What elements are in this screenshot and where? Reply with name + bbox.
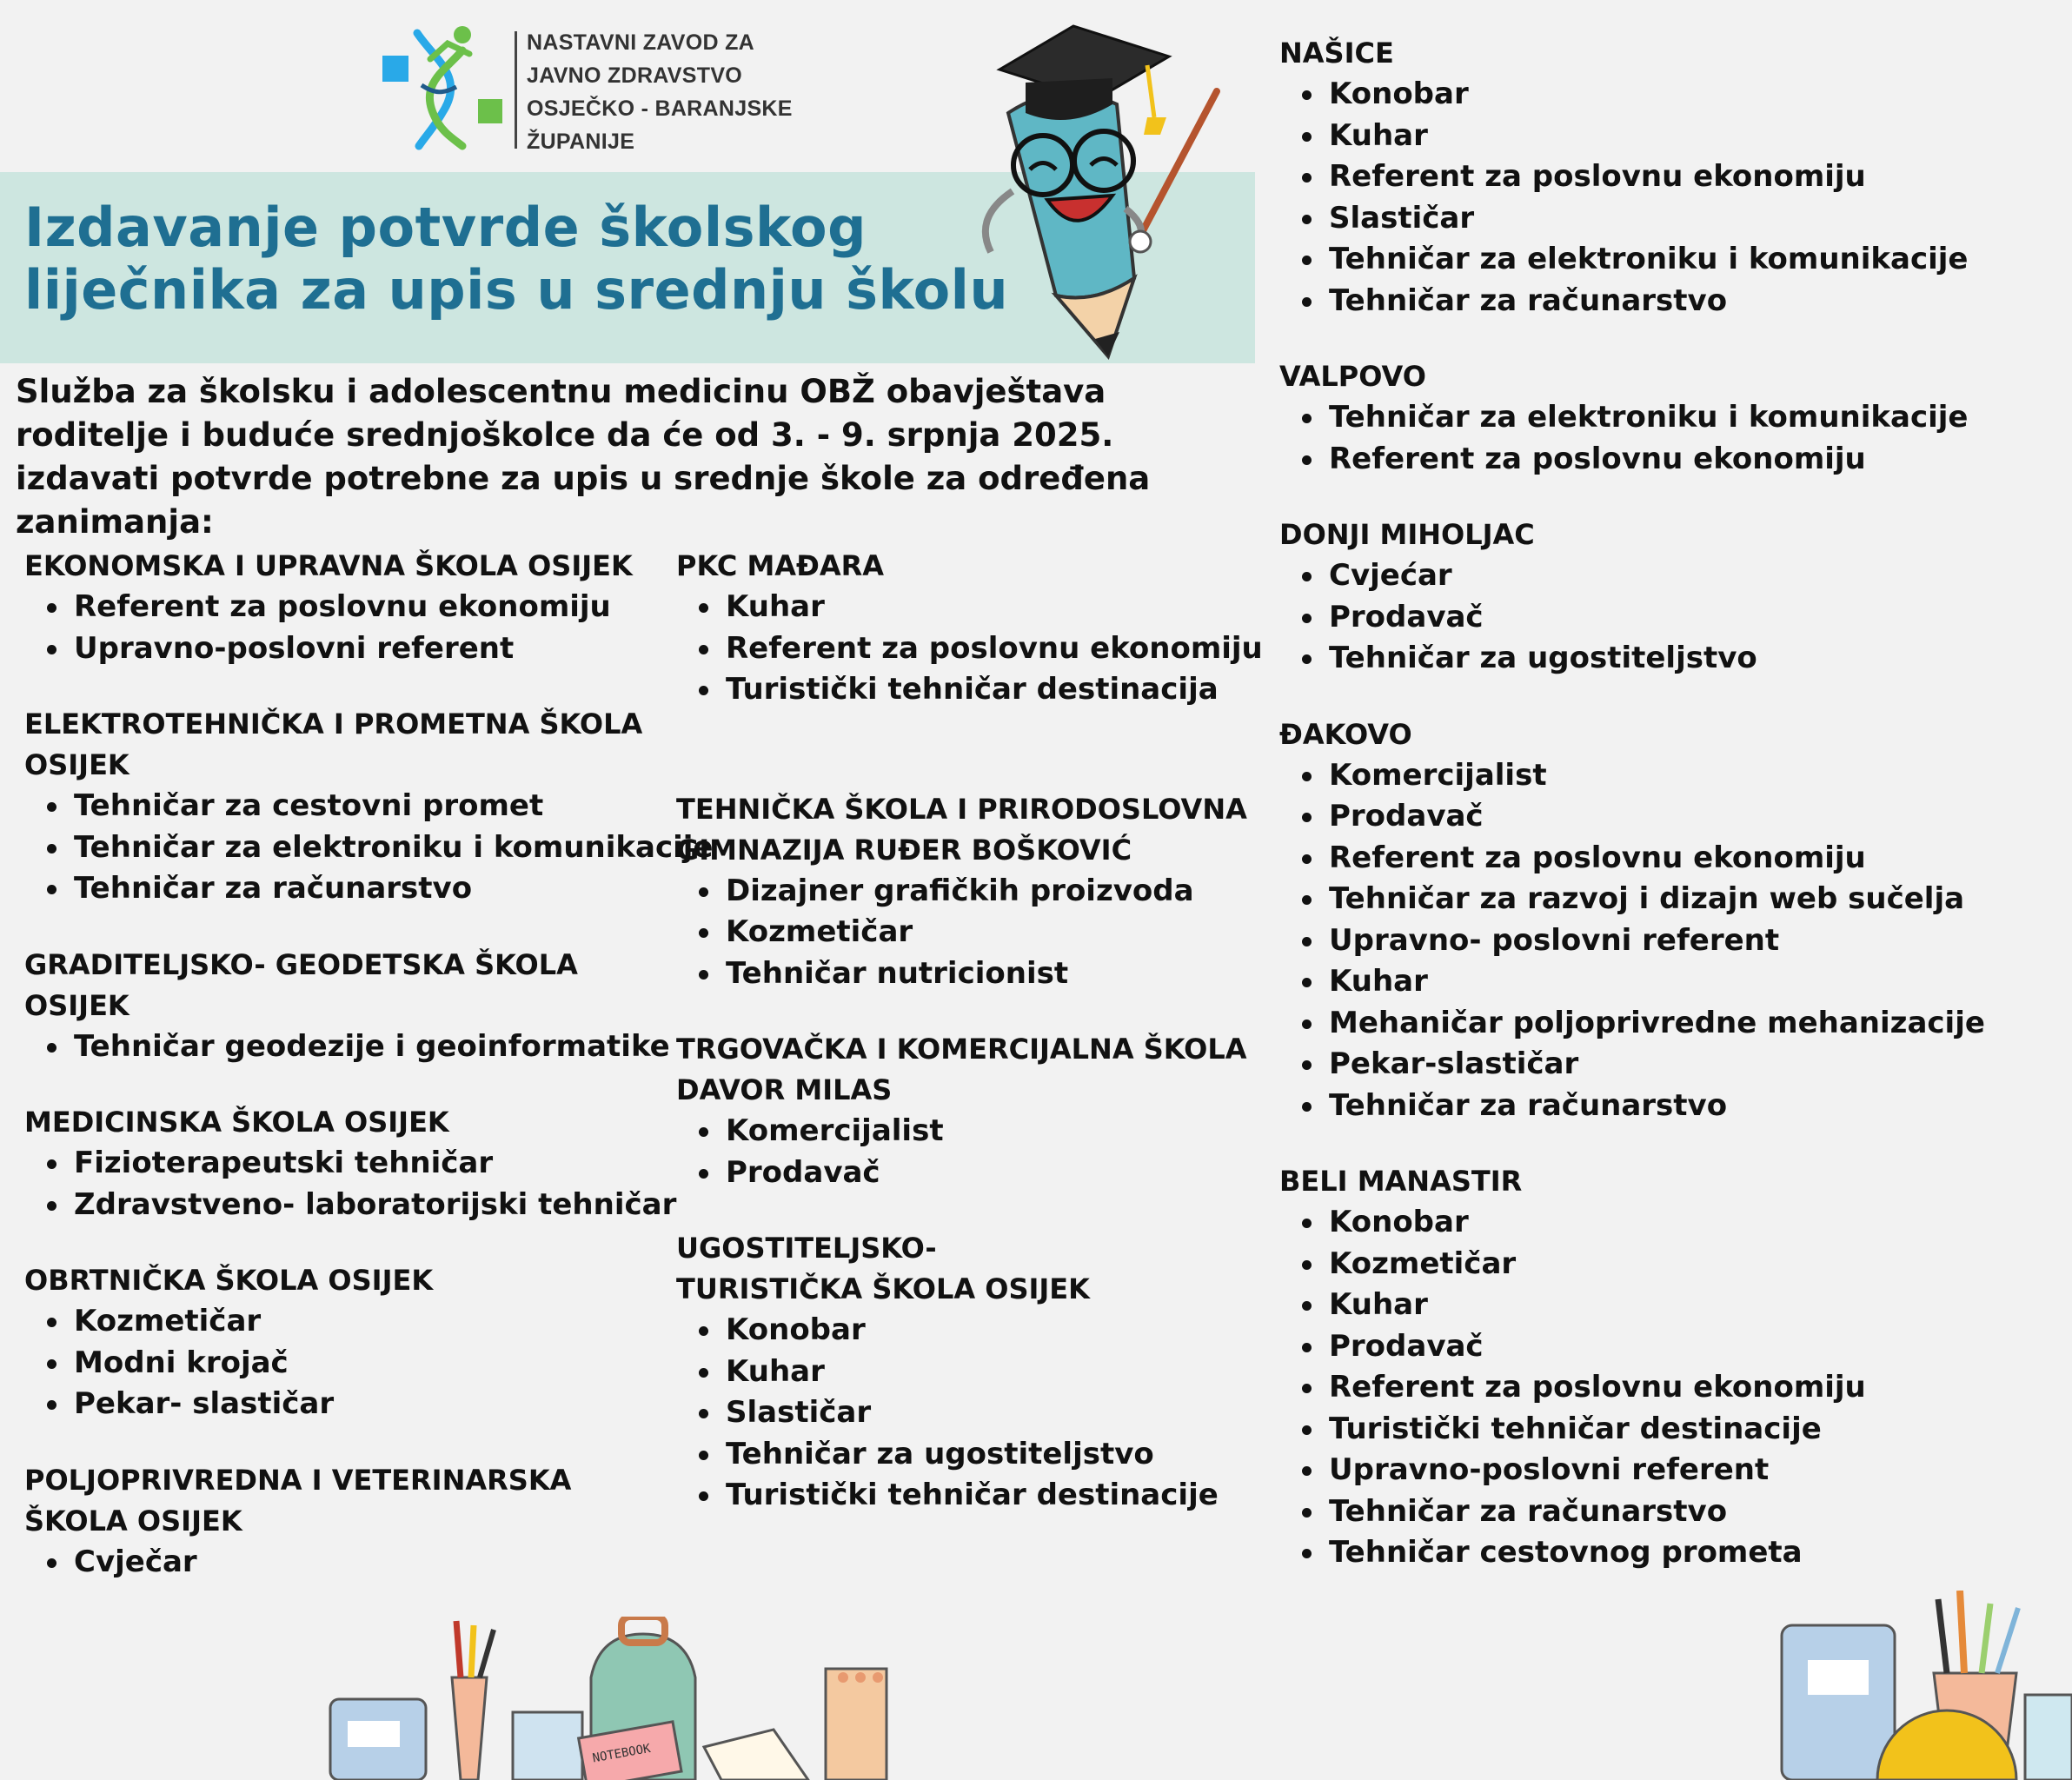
list-item: Komercijalist <box>676 1111 1250 1152</box>
list-item: Cvjećar <box>1279 555 2062 597</box>
list-item: Komercijalist <box>1279 755 2062 797</box>
school-block <box>24 546 667 669</box>
list-item: Tehničar geodezije i geoinformatike <box>24 1026 667 1068</box>
list-item: Fizioterapeutski tehničar <box>24 1143 667 1185</box>
list-item: Konobar <box>676 1310 1250 1352</box>
column-osijek-schools <box>24 546 714 1617</box>
school-name: OBRTNIČKA ŠKOLA OSIJEK <box>24 1264 434 1297</box>
list-item: Prodavač <box>1279 796 2062 838</box>
occupation-list <box>676 1111 1250 1193</box>
list-item: Kozmetičar <box>1279 1244 2062 1285</box>
list-item: Upravno- poslovni referent <box>1279 920 2062 962</box>
occupation-list <box>676 587 1263 711</box>
occupation-list <box>24 1026 670 1068</box>
list-item: Prodavač <box>676 1152 1250 1194</box>
logo-divider <box>515 31 517 149</box>
list-item: Turistički tehničar destinacije <box>1279 1409 2062 1451</box>
list-item: Pekar-slastičar <box>1279 1044 2062 1086</box>
list-item: Tehničar za računarstvo <box>24 868 667 910</box>
notebook-label: NOTEBOOK <box>591 1741 652 1766</box>
list-item: Upravno-poslovni referent <box>1279 1450 2062 1491</box>
pencil-mascot-icon <box>939 17 1225 374</box>
list-item: Kozmetičar <box>676 912 1250 953</box>
school-name: POLJOPRIVREDNA I VETERINARSKA ŠKOLA OSIJEK <box>24 1463 572 1538</box>
occupation-list <box>24 786 714 910</box>
school-name: PKC MAĐARA <box>676 549 885 582</box>
list-item: Kuhar <box>676 587 1250 628</box>
school-block <box>24 1102 677 1225</box>
school-name: GRADITELJSKO- GEODETSKA ŠKOLA OSIJEK <box>24 947 578 1022</box>
list-item: Tehničar za elektroniku i komunikacije <box>1279 239 2062 281</box>
list-item: Tehničar za elektroniku i komunikacije <box>1279 397 2062 439</box>
school-name: VALPOVO <box>1279 360 1426 393</box>
school-name: TRGOVAČKA I KOMERCIJALNA ŠKOLA DAVOR MILAS <box>676 1033 1247 1106</box>
school-name: UGOSTITELJSKO- TURISTIČKA ŠKOLA OSIJEK <box>676 1232 1090 1305</box>
occupation-list <box>24 1143 677 1225</box>
list-item: Zdravstveno- laboratorijski tehničar <box>24 1185 667 1226</box>
list-item: Modni krojač <box>24 1343 667 1385</box>
intro-paragraph: Služba za školsku i adolescentnu medicinu OBŽ obavještava roditelje i buduće srednjoškolce da će od 3. - 9. srpnja 2025. izdavati potvrde potrebne za upis u srednje škole za određena zanimanja: <box>16 373 1151 541</box>
list-item: Referent za poslovnu ekonomiju <box>1279 1367 2062 1409</box>
page-title-line: Izdavanje potvrde školskog <box>24 196 867 259</box>
school-name: NAŠICE <box>1279 37 1394 70</box>
school-block <box>24 704 714 910</box>
page-title-line: liječnika za upis u srednju školu <box>24 258 1009 322</box>
list-item: Kozmetičar <box>24 1301 667 1343</box>
list-item: Turistički tehničar destinacije <box>676 1475 1250 1517</box>
school-supplies-right-illustration-icon <box>1773 1591 2072 1780</box>
occupation-list <box>24 1542 667 1584</box>
occupation-list <box>24 1301 667 1425</box>
school-block <box>24 1260 667 1425</box>
list-item: Pekar- slastičar <box>24 1384 667 1425</box>
institute-logo <box>382 24 826 155</box>
logo-line: ŽUPANIJE <box>527 130 635 154</box>
occupation-list <box>676 871 1250 995</box>
occupation-list <box>1279 74 2062 322</box>
page-title <box>24 196 1008 322</box>
school-block <box>1279 515 2062 680</box>
occupation-list <box>24 587 667 669</box>
list-item: Slastičar <box>676 1392 1250 1434</box>
school-block <box>24 945 670 1068</box>
list-item: Dizajner grafičkih proizvoda <box>676 871 1250 913</box>
occupation-list <box>1279 555 2062 680</box>
occupation-list <box>1279 397 2062 480</box>
school-name: ELEKTROTEHNIČKA I PROMETNA ŠKOLA OSIJEK <box>24 707 643 781</box>
list-item: Tehničar za ugostiteljstvo <box>1279 638 2062 680</box>
list-item: Upravno-poslovni referent <box>24 628 667 670</box>
list-item: Turistički tehničar destinacija <box>676 669 1250 711</box>
logo-line: OSJEČKO - BARANJSKE <box>527 96 793 121</box>
occupation-list <box>676 1310 1250 1517</box>
list-item: Prodavač <box>1279 597 2062 639</box>
occupation-list <box>1279 1202 2062 1574</box>
school-block <box>676 789 1250 995</box>
list-item: Tehničar nutricionist <box>676 953 1250 995</box>
list-item: Tehničar za cestovni promet <box>24 786 667 827</box>
school-name: EKONOMSKA I UPRAVNA ŠKOLA OSIJEK <box>24 549 633 582</box>
list-item: Kuhar <box>1279 116 2062 157</box>
school-block <box>676 546 1263 711</box>
list-item: Referent za poslovnu ekonomiju <box>1279 156 2062 198</box>
list-item: Kuhar <box>1279 1285 2062 1326</box>
list-item: Referent za poslovnu ekonomiju <box>676 628 1250 670</box>
list-item: Slastičar <box>1279 198 2062 240</box>
school-name: BELI MANASTIR <box>1279 1165 1523 1198</box>
school-block <box>1279 356 2062 480</box>
list-item: Konobar <box>1279 1202 2062 1244</box>
school-block <box>676 1228 1250 1517</box>
list-item: Tehničar za računarstvo <box>1279 1086 2062 1127</box>
list-item: Tehničar za računarstvo <box>1279 281 2062 322</box>
list-item: Tehničar za razvoj i dizajn web sučelja <box>1279 879 2062 920</box>
list-item: Cvječar <box>24 1542 667 1584</box>
list-item: Tehničar cestovnog prometa <box>1279 1532 2062 1574</box>
institute-logo-mark-icon <box>382 24 513 155</box>
list-item: Prodavač <box>1279 1326 2062 1368</box>
logo-line: JAVNO ZDRAVSTVO <box>527 63 743 88</box>
school-block <box>676 1029 1250 1193</box>
school-block <box>24 1460 667 1584</box>
list-item: Tehničar za ugostiteljstvo <box>676 1434 1250 1476</box>
school-name: MEDICINSKA ŠKOLA OSIJEK <box>24 1106 449 1139</box>
list-item: Tehničar za elektroniku i komunikacije <box>24 827 667 869</box>
occupation-list <box>1279 755 2062 1127</box>
list-item: Referent za poslovnu ekonomiju <box>1279 838 2062 880</box>
list-item: Tehničar za računarstvo <box>1279 1491 2062 1533</box>
list-item: Referent za poslovnu ekonomiju <box>1279 439 2062 481</box>
school-name: ĐAKOVO <box>1279 717 1412 751</box>
column-towns <box>1279 33 2062 1609</box>
school-name: DONJI MIHOLJAC <box>1279 518 1535 551</box>
list-item: Kuhar <box>1279 961 2062 1003</box>
school-supplies-illustration-icon <box>322 1617 947 1780</box>
logo-text <box>527 26 793 158</box>
school-block <box>1279 1161 2062 1574</box>
school-block <box>1279 33 2062 322</box>
list-item: Mehaničar poljoprivredne mehanizacije <box>1279 1003 2062 1045</box>
school-block <box>1279 714 2062 1127</box>
list-item: Kuhar <box>676 1352 1250 1393</box>
list-item: Referent za poslovnu ekonomiju <box>24 587 667 628</box>
logo-line: NASTAVNI ZAVOD ZA <box>527 30 755 55</box>
school-name: TEHNIČKA ŠKOLA I PRIRODOSLOVNA GIMNAZIJA RUĐER BOŠKOVIĆ <box>676 792 1247 867</box>
list-item: Konobar <box>1279 74 2062 116</box>
column-other-schools <box>676 546 1263 1551</box>
